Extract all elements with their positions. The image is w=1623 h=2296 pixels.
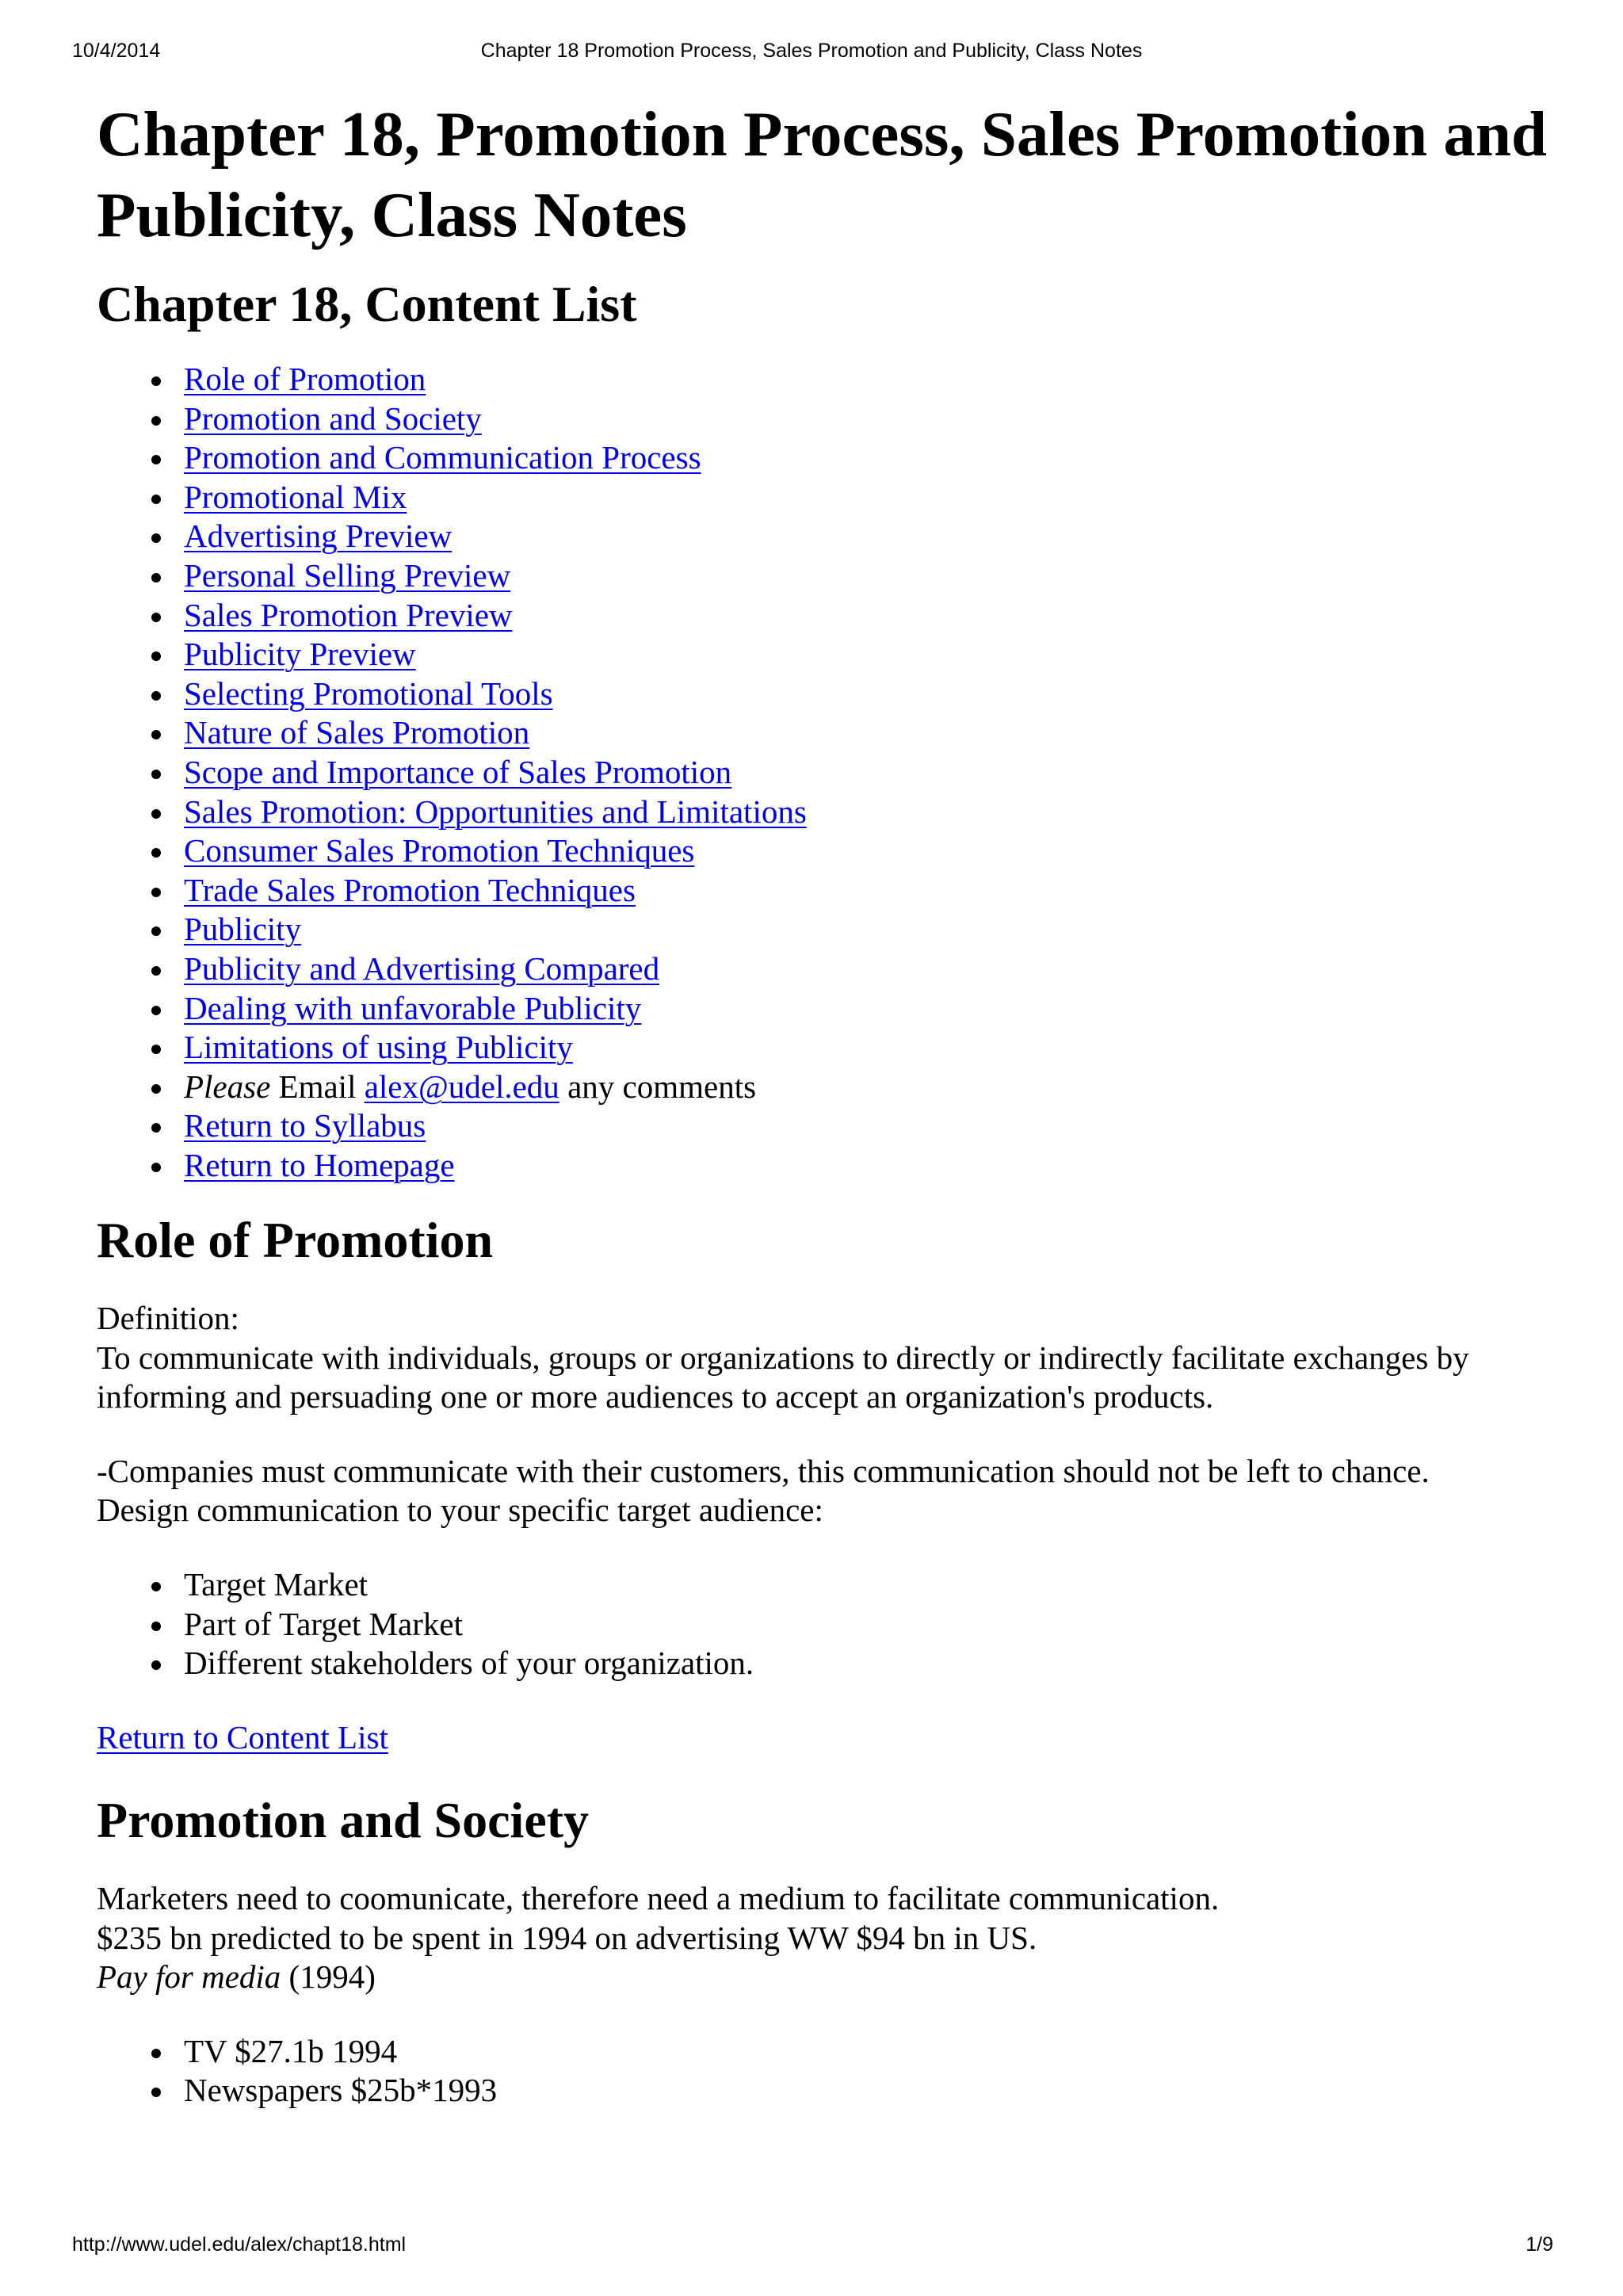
return-paragraph [97,1718,1555,1758]
communication-line-2: Design communication to your specific target audience: [97,1492,823,1529]
section-heading-promotion-and-society: Promotion and Society [97,1792,590,1849]
toc-link-role-of-promotion[interactable]: Role of Promotion [184,361,426,397]
email-list-item [184,1068,1555,1107]
list-item [184,399,1555,439]
list-item [184,871,1555,911]
list-item [184,989,1555,1029]
society-line-1: Marketers need to coomunicate, therefore need a medium to facilitate communication. [97,1880,1220,1917]
toc-link-consumer-techniques[interactable]: Consumer Sales Promotion Techniques [184,832,695,869]
toc-link-nature-of-sales-promotion[interactable]: Nature of Sales Promotion [184,714,530,751]
list-item [184,831,1555,871]
return-to-homepage-link[interactable]: Return to Homepage [184,1146,455,1183]
list-item [184,438,1555,478]
list-item [184,478,1555,518]
toc-link-trade-techniques[interactable]: Trade Sales Promotion Techniques [184,871,636,908]
content-list [97,360,1555,1185]
print-page-number: 1/9 [1526,2233,1553,2256]
print-date: 10/4/2014 [72,40,161,62]
definition-paragraph [97,1299,1555,1417]
toc-link-publicity-vs-advertising[interactable]: Publicity and Advertising Compared [184,949,660,987]
toc-link-personal-selling-preview[interactable]: Personal Selling Preview [184,556,511,594]
definition-label: Definition: [97,1300,239,1337]
target-audience-list [97,1565,1555,1683]
section-heading-role-of-promotion: Role of Promotion [97,1212,494,1269]
communication-paragraph [97,1452,1555,1530]
society-line-2: $235 bn predicted to be spent in 1994 on advertising WW $94 bn in US. [97,1919,1037,1956]
toc-link-sales-promotion-preview[interactable]: Sales Promotion Preview [184,596,513,633]
list-item [184,556,1555,596]
list-item [184,635,1555,674]
toc-link-scope-and-importance[interactable]: Scope and Importance of Sales Promotion [184,753,732,790]
list-item [184,753,1555,793]
list-item [184,1028,1555,1068]
toc-link-publicity[interactable]: Publicity [184,911,302,948]
page-title: Chapter 18, Promotion Process, Sales Promotion and Publicity, Class Notes [97,98,1547,250]
list-item [184,360,1555,399]
return-to-syllabus-link[interactable]: Return to Syllabus [184,1107,426,1144]
list-item: Newspapers $25b*1993 [184,2071,1555,2111]
communication-line-1: -Companies must communicate with their customers, this communication should not be left to chance. [97,1452,1430,1489]
toc-link-opportunities-and-limitations[interactable]: Sales Promotion: Opportunities and Limitations [184,793,807,830]
toc-link-communication-process[interactable]: Promotion and Communication Process [184,439,701,476]
list-item: Different stakeholders of your organization. [184,1644,1555,1683]
toc-link-unfavorable-publicity[interactable]: Dealing with unfavorable Publicity [184,989,642,1026]
list-item [184,674,1555,714]
toc-link-promotion-and-society[interactable]: Promotion and Society [184,399,482,437]
list-item: Target Market [184,1565,1555,1605]
toc-link-advertising-preview[interactable]: Advertising Preview [184,518,453,555]
content-list-heading: Chapter 18, Content List [97,276,637,332]
print-footer [0,2233,1623,2260]
toc-link-limitations-of-publicity[interactable]: Limitations of using Publicity [184,1029,573,1066]
print-header [0,40,1623,67]
list-item [184,517,1555,556]
list-item [184,596,1555,636]
pay-for-media-year: (1994) [281,1958,376,1996]
print-url: http://www.udel.edu/alex/chapt18.html [72,2233,407,2256]
list-item [184,1106,1555,1146]
definition-text: To communicate with individuals, groups or organizations to directly or indirectly facilitate exchanges by informing and persuading one or more audiences to accept an organization's products. [97,1339,1469,1415]
list-item [184,713,1555,753]
please-text: Please [184,1068,271,1105]
list-item [184,910,1555,949]
email-tail: any comments [559,1068,757,1105]
return-to-content-list-link[interactable]: Return to Content List [97,1718,388,1755]
print-title: Chapter 18 Promotion Process, Sales Promotion and Publicity, Class Notes [480,40,1143,62]
society-paragraph [97,1879,1555,1997]
media-spend-list [97,2032,1555,2111]
list-item [184,949,1555,989]
toc-link-promotional-mix[interactable]: Promotional Mix [184,478,407,515]
list-item: TV $27.1b 1994 [184,2032,1555,2072]
toc-link-selecting-promotional-tools[interactable]: Selecting Promotional Tools [184,674,553,712]
email-word: Email [270,1068,365,1105]
page-content [97,94,1555,2111]
list-item: Part of Target Market [184,1605,1555,1645]
list-item [184,793,1555,832]
list-item [184,1146,1555,1186]
toc-link-publicity-preview[interactable]: Publicity Preview [184,636,416,673]
email-link[interactable]: alex@udel.edu [364,1068,559,1105]
pay-for-media-label: Pay for media [97,1958,281,1996]
